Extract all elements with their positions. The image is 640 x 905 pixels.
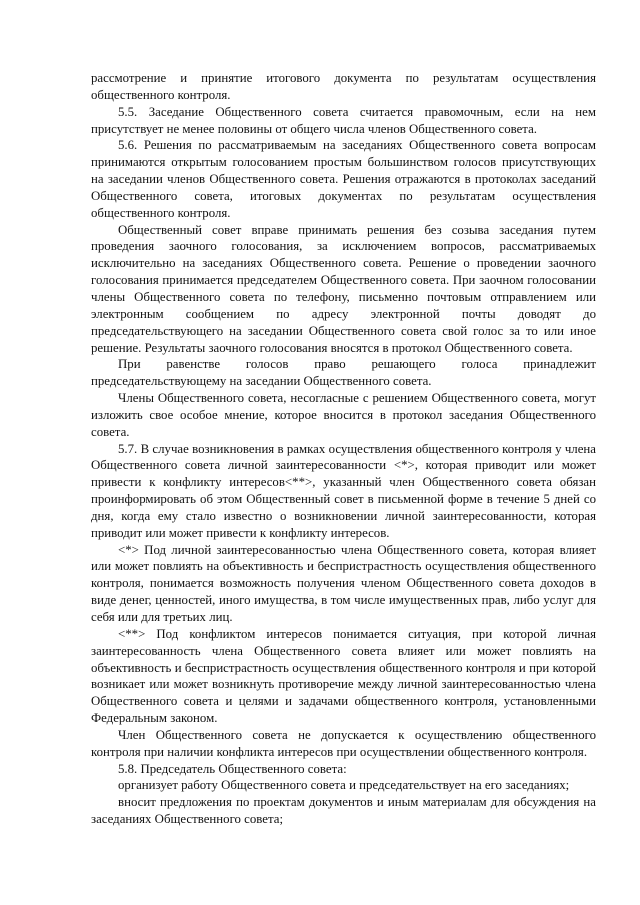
paragraph-member-exclusion: Член Общественного совета не допускается к осуществлению общественного контроля при наличии конфликта интересов при осуществлении общественного контроля. bbox=[91, 727, 596, 759]
paragraph-5-6-decisions: 5.6. Решения по рассматриваемым на заседаниях Общественного совета вопросам принимаются открытым голосованием простым большинством голосов присутствующих на заседании членов Общественного совета. Решения отражаются в протоколах заседаний Общественного совета, итоговых документах по результатам осуществления общественного контроля. bbox=[91, 138, 596, 220]
paragraph-dissenting-opinion: Члены Общественного совета, несогласные с решением Общественного совета, могут изложить свое особое мнение, которое вносится в протокол заседания Общественного совета. bbox=[91, 391, 596, 439]
paragraph-chairman-organizes: организует работу Общественного совета и председательствует на его заседаниях; bbox=[118, 778, 570, 793]
paragraph-5-8-chairman: 5.8. Председатель Общественного совета: bbox=[118, 761, 347, 776]
footnote-conflict-of-interest: <**> Под конфликтом интересов понимается ситуация, при которой личная заинтересованность члена Общественного совета влияет или может повлиять на объективность и беспристрастность осуществления общественного контроля и при которой возникает или может возникнуть противоречие между личной заинтересованностью члена Общественного совета и целями и задачами общественного контроля, установленными Федеральным законом. bbox=[91, 626, 596, 726]
paragraph-5-5-quorum: 5.5. Заседание Общественного совета считается правомочным, если на нем присутствует не менее половины от общего числа членов Общественного совета. bbox=[91, 104, 596, 136]
paragraph-absentee-voting: Общественный совет вправе принимать решения без созыва заседания путем проведения заочного голосования, за исключением вопросов, рассматриваемых исключительно на заседаниях Общественного совета. Решение о проведении заочного голосования принимается председателем Общественного совета. При заочном голосовании члены Общественного совета по телефону, письменно почтовым отправлением или электронным сообщением по адресу электронной почты доводят до председательствующего на заседании Общественного совета свой голос за то или иное решение. Результаты заочного голосования вносятся в протокол Общественного совета. bbox=[91, 222, 596, 355]
paragraph-5-7-conflict: 5.7. В случае возникновения в рамках осуществления общественного контроля у члена Общественного совета личной заинтересованности <*>, которая приводит или может привести к конфликту интересов<**>, указанный член Общественного совета обязан проинформировать об этом Общественный совет в письменной форме в течение 5 дней со дня, когда ему стало известно о возникновении личной заинтересованности, которая приводит или может привести к конфликту интересов. bbox=[91, 441, 596, 540]
document-page bbox=[91, 70, 596, 828]
footnote-personal-interest: <*> Под личной заинтересованностью члена Общественного совета, которая влияет или может повлиять на объективность и беспристрастность осуществления общественного контроля, понимается возможность получения членом Общественного совета доходов в виде денег, ценностей, иного имущества, в том числе имущественных прав, либо услуг для себя или для третьих лиц. bbox=[91, 542, 596, 624]
paragraph-continuation: рассмотрение и принятие итогового документа по результатам осуществления общественного контроля. bbox=[91, 71, 596, 102]
paragraph-chairman-proposals: вносит предложения по проектам документов и иным материалам для обсуждения на заседаниях Общественного совета; bbox=[91, 795, 596, 827]
paragraph-tie-vote: При равенстве голосов право решающего голоса принадлежит председательствующему на заседании Общественного совета. bbox=[91, 357, 596, 389]
